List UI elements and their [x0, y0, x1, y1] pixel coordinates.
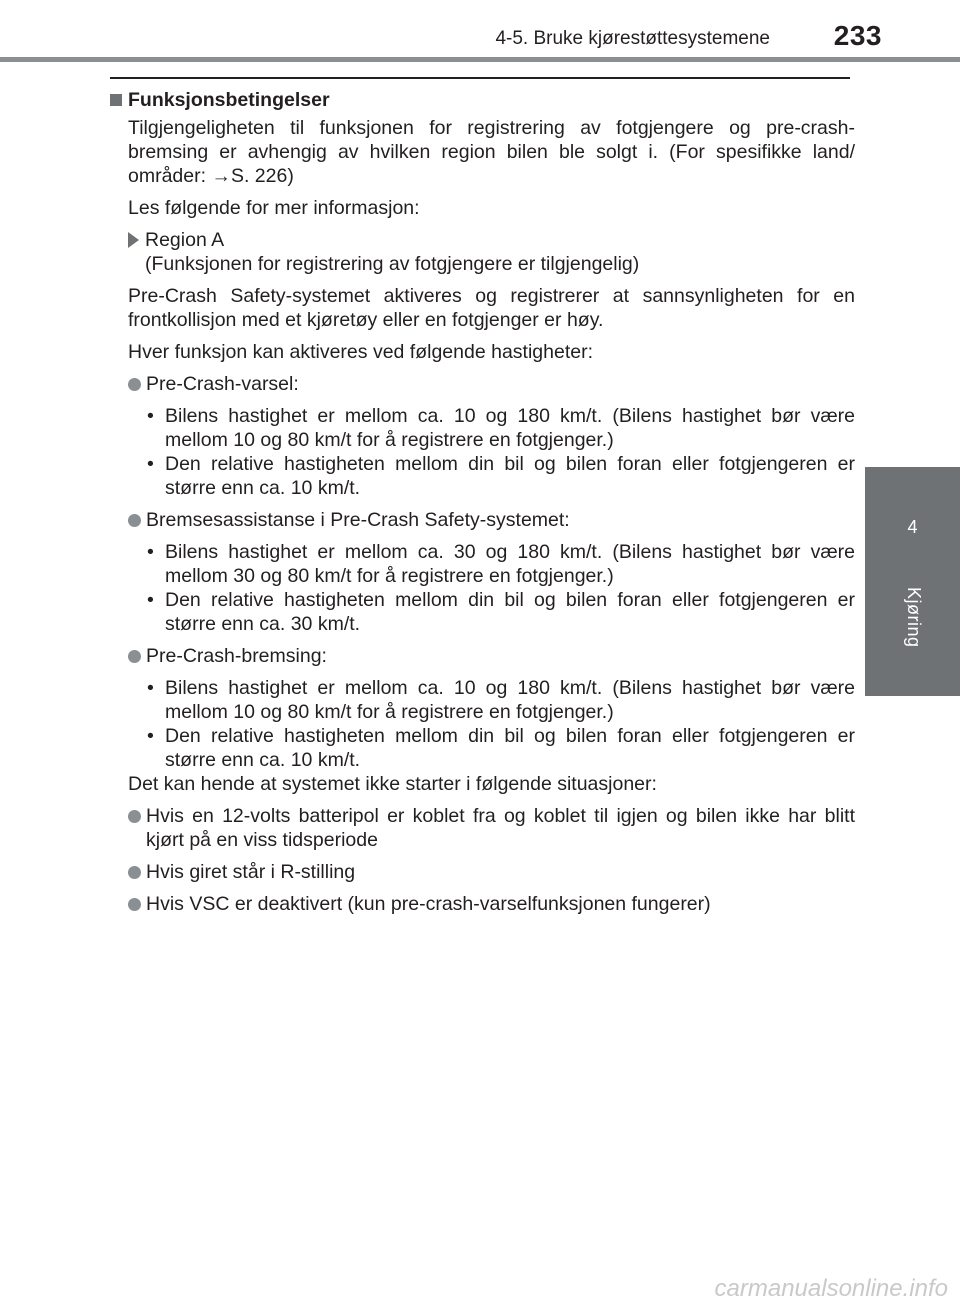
square-bullet-icon: [110, 94, 122, 106]
function-title: Pre-Crash-varsel:: [146, 373, 299, 395]
function-conditions: [147, 404, 855, 500]
circle-bullet-icon: [128, 898, 141, 911]
circle-bullet-icon: [128, 650, 141, 663]
header-section-title: 4-5. Bruke kjørestøttesystemene: [495, 28, 770, 49]
page-number: 233: [833, 20, 882, 51]
function-title: Pre-Crash-bremsing:: [146, 645, 327, 667]
condition-item: • Den relative hastigheten mellom din bil og bilen foran eller fotgjengeren er større enn ca. 10 km/t.: [147, 725, 855, 771]
watermark-link[interactable]: carmanualsonline.info: [714, 1275, 948, 1302]
dot-marker-icon: •: [147, 589, 154, 611]
region-note: (Funksjonen for registrering av fotgjengere er tilgjengelig): [145, 253, 640, 275]
condition-item: • Bilens hastighet er mellom ca. 30 og 180 km/t. (Bilens hastighet bør være mellom 30 og 80 km/t for å registrere en fotgjenger.): [147, 541, 855, 587]
section-heading-text: Funksjonsbetingelser: [128, 89, 330, 111]
circle-bullet-icon: [128, 866, 141, 879]
function-item: [128, 508, 855, 532]
region-item: [128, 228, 855, 276]
function-title: Bremsesassistanse i Pre-Crash Safety-systemet:: [146, 509, 570, 531]
situation-item: Hvis VSC er deaktivert (kun pre-crash-varselfunksjonen fungerer): [128, 892, 855, 916]
function-conditions: [147, 540, 855, 636]
triangle-arrow-icon: [128, 232, 139, 248]
section-heading: [110, 88, 855, 112]
dot-marker-icon: •: [147, 725, 154, 747]
condition-item: • Bilens hastighet er mellom ca. 10 og 180 km/t. (Bilens hastighet bør være mellom 10 og 80 km/t for å registrere en fotgjenger.): [147, 677, 855, 723]
dot-marker-icon: •: [147, 677, 154, 699]
page-content: [110, 88, 855, 924]
chapter-label: Kjøring: [904, 587, 924, 648]
situation-item: Hvis en 12-volts batteripol er koblet fra og koblet til igjen og bilen ikke har blitt kjørt på en viss tidsperiode: [128, 804, 855, 852]
function-item: [128, 644, 855, 668]
condition-item: • Bilens hastighet er mellom ca. 10 og 180 km/t. (Bilens hastighet bør være mellom 10 og 80 km/t for å registrere en fotgjenger.): [147, 405, 855, 451]
condition-item: • Den relative hastigheten mellom din bil og bilen foran eller fotgjengeren er større enn ca. 10 km/t.: [147, 453, 855, 499]
function-conditions: [147, 676, 855, 772]
function-item: [128, 372, 855, 396]
condition-item: • Den relative hastigheten mellom din bil og bilen foran eller fotgjengeren er større enn ca. 30 km/t.: [147, 589, 855, 635]
page-header: [0, 0, 960, 60]
region-title: Region A: [145, 229, 225, 251]
circle-bullet-icon: [128, 810, 141, 823]
circle-bullet-icon: [128, 378, 141, 391]
intro-paragraph: Tilgjengeligheten til funksjonen for registrering av fotgjengere og pre-crash-bremsing er avhengig av hvilken region bilen ble solgt i. (For spesifikke land/ områder: →S. 226): [128, 117, 855, 187]
dot-marker-icon: •: [147, 405, 154, 427]
situation-item: Hvis giret står i R-stilling: [128, 860, 855, 884]
chapter-number: 4: [907, 517, 918, 537]
activation-paragraph: Pre-Crash Safety-systemet aktiveres og registrerer at sannsynligheten for en frontkollisjon med et kjøretøy eller en fotgjenger er høy.: [128, 285, 855, 331]
chapter-side-tab: [865, 467, 960, 696]
dot-marker-icon: •: [147, 453, 154, 475]
section-divider: [110, 77, 850, 79]
speeds-intro-paragraph: Hver funksjon kan aktiveres ved følgende hastigheter:: [128, 341, 594, 363]
circle-bullet-icon: [128, 514, 141, 527]
header-rule: [0, 57, 960, 62]
read-more-paragraph: Les følgende for mer informasjon:: [128, 197, 420, 219]
not-start-intro: Det kan hende at systemet ikke starter i følgende situasjoner:: [128, 773, 657, 795]
dot-marker-icon: •: [147, 541, 154, 563]
